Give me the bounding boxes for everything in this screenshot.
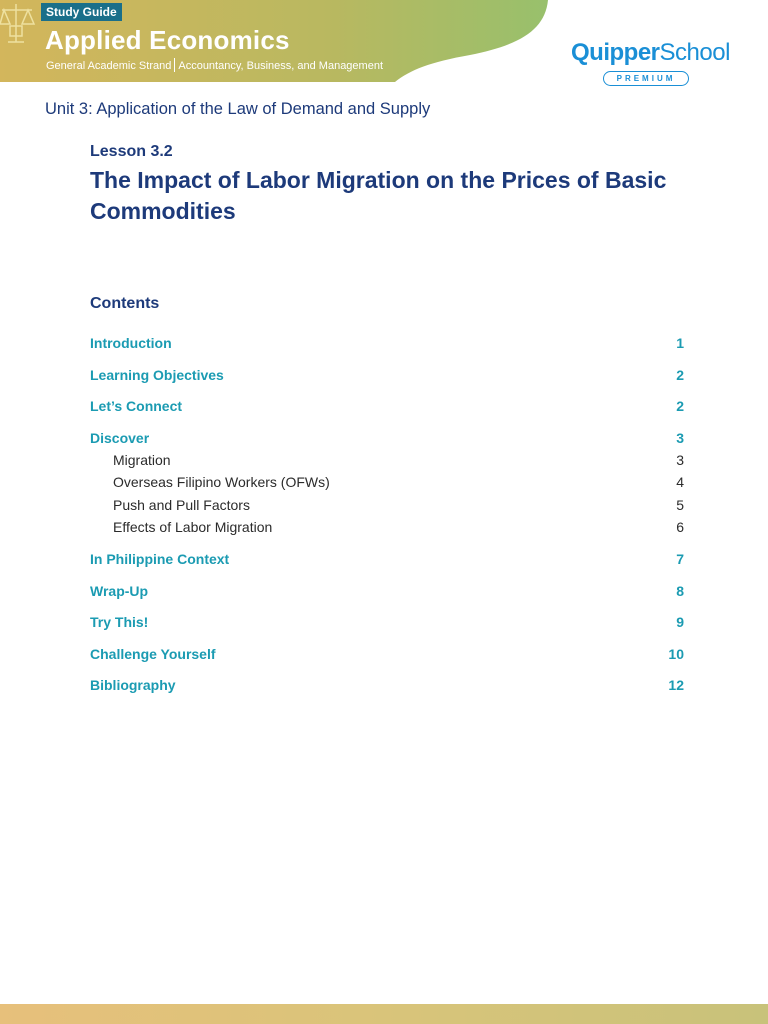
toc-entry-page: 4 <box>676 474 684 490</box>
brand-name-part2: School <box>659 39 730 66</box>
brand-name <box>571 38 741 68</box>
toc-entry-page: 2 <box>676 398 684 414</box>
track-label: Accountancy, Business, and Management <box>178 60 383 72</box>
toc-entry[interactable] <box>90 612 684 632</box>
brand-name-part1: Quipper <box>571 39 660 66</box>
toc-subentry <box>90 517 684 537</box>
toc-entry-label: Wrap-Up <box>90 583 149 599</box>
toc-entry-page: 12 <box>668 677 684 693</box>
premium-badge: PREMIUM <box>603 71 689 86</box>
toc-entry-page: 3 <box>676 430 684 446</box>
toc-entry-page: 8 <box>676 583 684 599</box>
toc-entry[interactable] <box>90 333 684 353</box>
toc-entry-page: 3 <box>676 452 684 468</box>
scale-icon <box>0 0 36 48</box>
toc-entry-label: Bibliography <box>90 677 176 693</box>
toc-entry[interactable] <box>90 675 684 695</box>
contents-heading: Contents <box>90 295 160 312</box>
strand-label: General Academic Strand <box>46 60 172 72</box>
toc-entry-label: Learning Objectives <box>90 367 224 383</box>
toc-entry[interactable] <box>90 581 684 601</box>
toc-entry-label: Let’s Connect <box>90 398 183 414</box>
toc-entry-label: Try This! <box>90 614 149 630</box>
toc-entry-label: Effects of Labor Migration <box>113 519 273 535</box>
toc-entry-label: Introduction <box>90 335 172 351</box>
subject-title: Applied Economics <box>45 25 290 55</box>
footer-bar <box>0 1004 768 1024</box>
strand-divider <box>174 58 175 72</box>
study-guide-badge: Study Guide <box>41 3 122 21</box>
unit-title: Unit 3: Application of the Law of Demand and Supply <box>45 100 431 118</box>
toc-entry-page: 10 <box>668 646 684 662</box>
toc-entry-page: 9 <box>676 614 684 630</box>
toc-entry-page: 7 <box>676 551 684 567</box>
toc-entry-label: In Philippine Context <box>90 551 230 567</box>
toc-entry[interactable] <box>90 644 684 664</box>
toc-entry-label: Push and Pull Factors <box>113 497 250 513</box>
toc-entry-label: Overseas Filipino Workers (OFWs) <box>113 474 330 490</box>
toc-subentry <box>90 450 684 470</box>
toc-subentry <box>90 495 684 515</box>
lesson-number: Lesson 3.2 <box>90 143 173 160</box>
toc-entry-page: 1 <box>676 335 684 351</box>
toc-entry-label: Discover <box>90 430 150 446</box>
toc-entry[interactable] <box>90 365 684 385</box>
toc-entry[interactable] <box>90 549 684 569</box>
toc-entry-page: 6 <box>676 519 684 535</box>
toc-entry-page: 2 <box>676 367 684 383</box>
toc-entry[interactable] <box>90 396 684 416</box>
toc-subentry <box>90 472 684 492</box>
strand-line <box>46 58 383 73</box>
toc-entry-page: 5 <box>676 497 684 513</box>
toc-entry-label: Challenge Yourself <box>90 646 216 662</box>
quipper-school-logo <box>571 38 741 83</box>
lesson-title: The Impact of Labor Migration on the Prices of Basic Commodities <box>90 167 667 224</box>
header-banner <box>0 0 768 90</box>
toc-entry[interactable] <box>90 428 684 448</box>
toc-entry-label: Migration <box>113 452 171 468</box>
